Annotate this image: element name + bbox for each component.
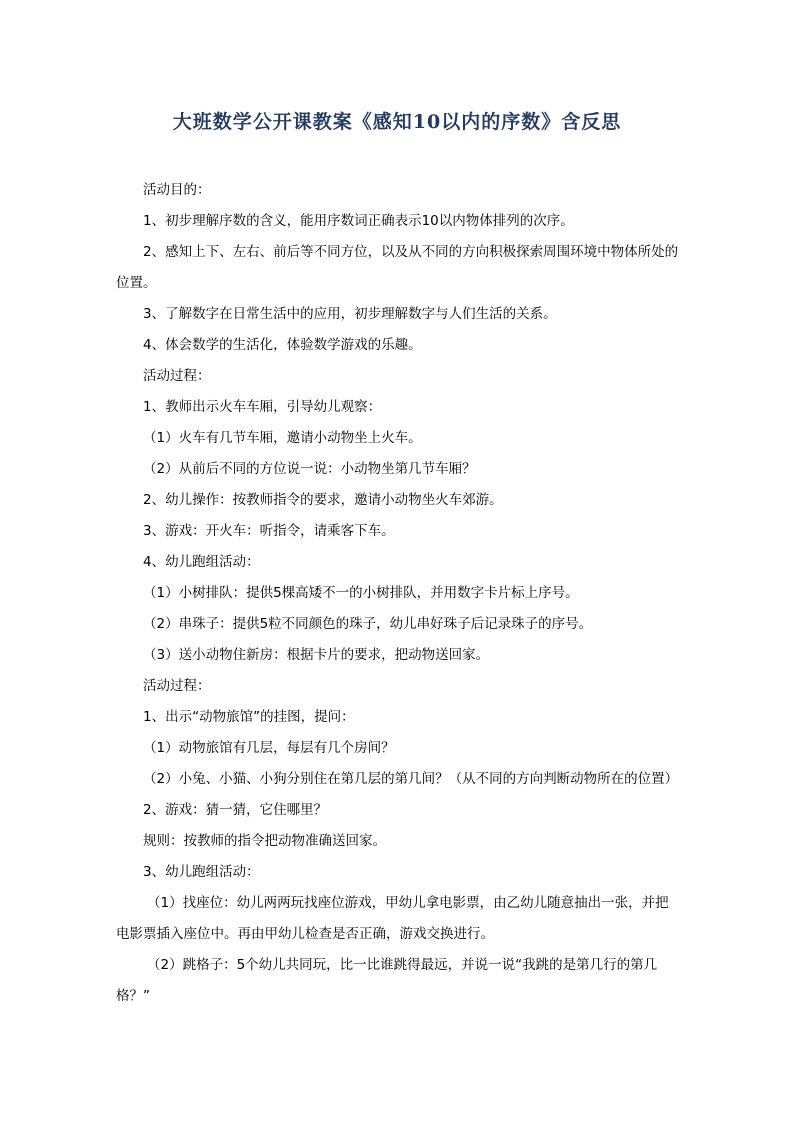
section-heading-process: 活动过程： xyxy=(143,368,211,384)
section-heading-goals: 活动目的： xyxy=(143,182,211,198)
process2-substep: （2）小兔、小猫、小狗分别住在第几层的第几间？（从不同的方向判断动物所在的位置） xyxy=(143,771,679,787)
document-title: 大班数学公开课教案《感知10以内的序数》含反思 xyxy=(172,111,622,133)
process-step-3: 3、游戏：开火车：听指令，请乘客下车。 xyxy=(143,523,395,539)
process2-step-2: 2、游戏：猜一猜，它住哪里？ xyxy=(143,802,328,818)
process2-substep: （1）找座位：幼儿两两玩找座位游戏，甲幼儿拿电影票，由乙幼儿随意抽出一张，并把电影票插入座位中。再由甲幼儿检查是否正确，游戏交换进行。 xyxy=(116,895,669,942)
process2-substep: （1）动物旅馆有几层，每层有几个房间？ xyxy=(143,740,395,756)
document-body xyxy=(116,175,680,1012)
game-rules: 规则：按教师的指令把动物准确送回家。 xyxy=(143,833,386,849)
goal-item-3: 3、了解数字在日常生活中的应用，初步理解数字与人们生活的关系。 xyxy=(143,306,557,322)
section-heading-process-2: 活动过程： xyxy=(143,678,211,694)
process-step-4: 4、幼儿跑组活动： xyxy=(143,554,260,570)
process-substep: （2）串珠子：提供5粒不同颜色的珠子，幼儿串好珠子后记录珠子的序号。 xyxy=(143,616,593,632)
process-substep: （1）火车有几节车厢，邀请小动物坐上火车。 xyxy=(143,430,422,446)
process2-substep: （2）跳格子：5个幼儿共同玩，比一比谁跳得最远，并说一说“我跳的是第几行的第几格？” xyxy=(116,957,658,1004)
goal-item-1: 1、初步理解序数的含义，能用序数词正确表示10以内物体排列的次序。 xyxy=(143,213,574,229)
process-substep: （2）从前后不同的方位说一说：小动物坐第几节车厢？ xyxy=(143,461,476,477)
goal-item-4: 4、体会数学的生活化，体验数学游戏的乐趣。 xyxy=(143,337,422,353)
process-step-2: 2、幼儿操作：按教师指令的要求，邀请小动物坐火车郊游。 xyxy=(143,492,503,508)
goal-item-2: 2、感知上下、左右、前后等不同方位，以及从不同的方向积极探索周围环境中物体所处的位置。 xyxy=(116,244,679,291)
process2-step-1: 1、出示“动物旅馆”的挂图，提问： xyxy=(143,709,355,725)
process-step-1: 1、教师出示火车车厢，引导幼儿观察： xyxy=(143,399,382,415)
process2-step-3: 3、幼儿跑组活动： xyxy=(143,864,260,880)
process-substep: （3）送小动物住新房：根据卡片的要求，把动物送回家。 xyxy=(143,647,490,663)
process-substep: （1）小树排队：提供5棵高矮不一的小树排队，并用数字卡片标上序号。 xyxy=(143,585,579,601)
